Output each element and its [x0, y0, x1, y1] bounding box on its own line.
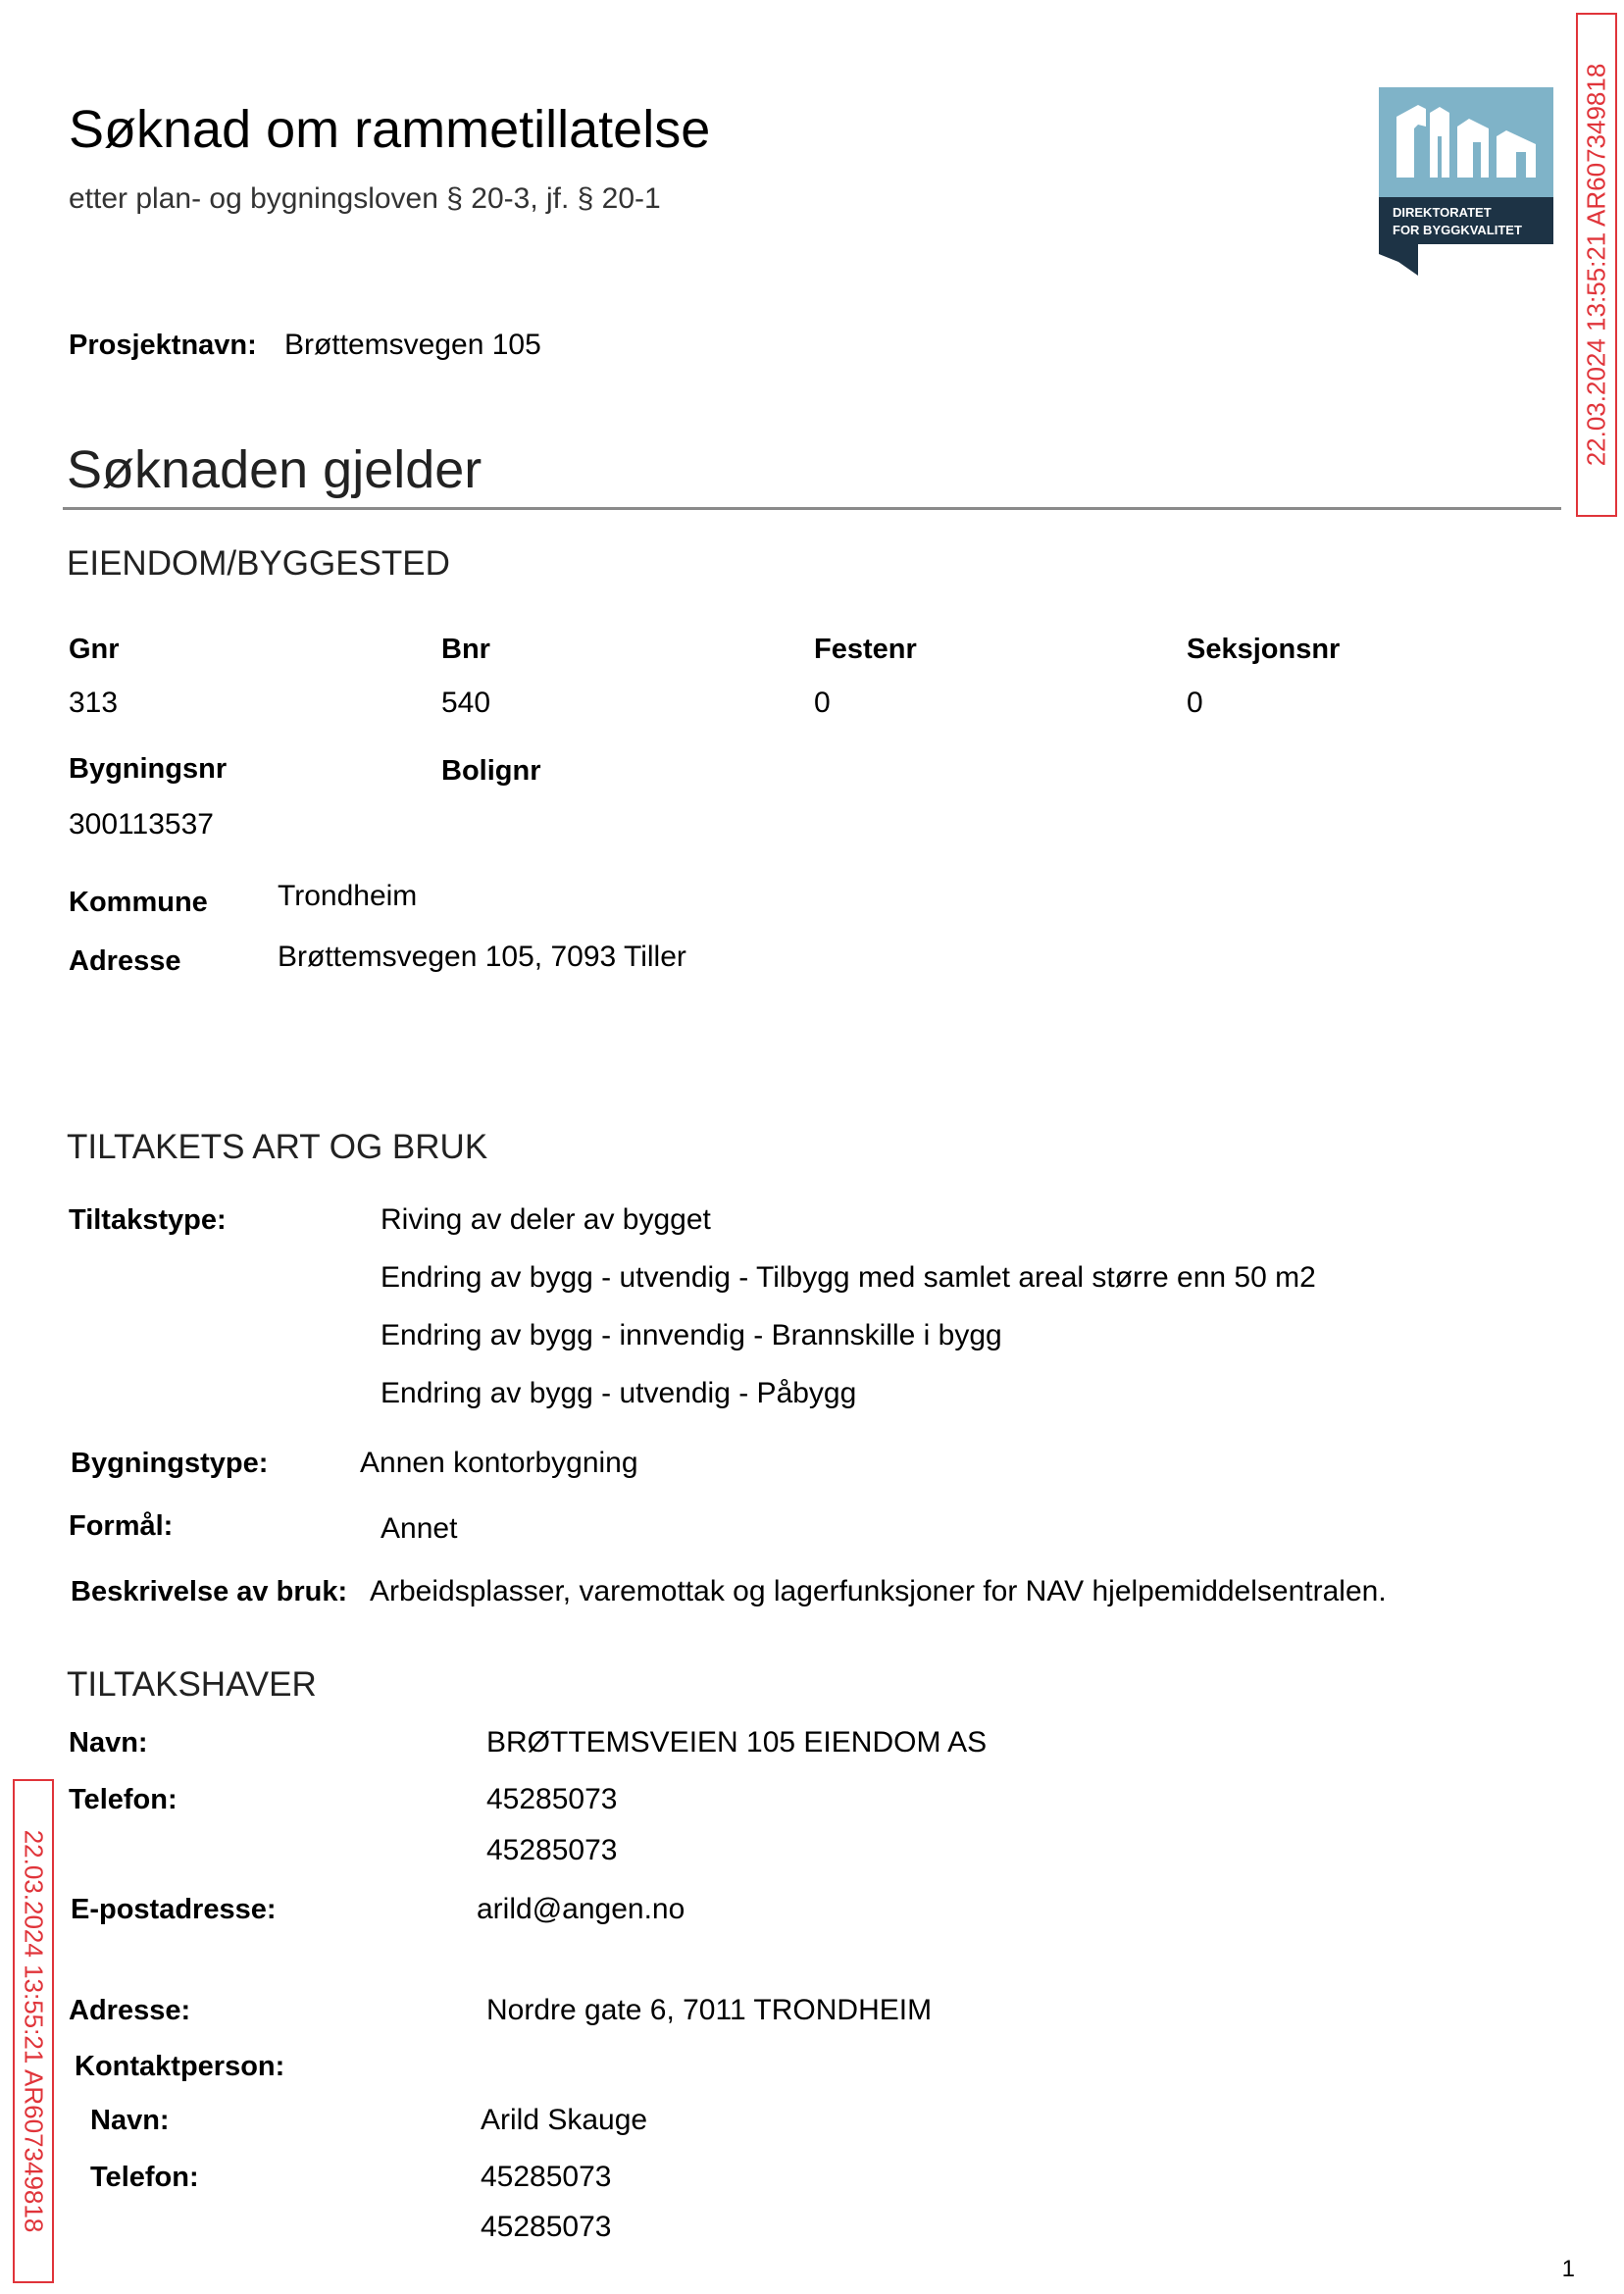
page-number: 1: [1561, 2256, 1575, 2282]
telefon-value-1: 45285073: [486, 1783, 618, 1815]
project-value: Brøttemsvegen 105: [284, 329, 541, 361]
formal-value: Annet: [381, 1512, 458, 1545]
epost-value: arild@angen.no: [477, 1893, 685, 1925]
project-label: Prosjektnavn:: [69, 330, 257, 361]
bnr-label: Bnr: [441, 634, 490, 665]
tiltakstype-item: Endring av bygg - utvendig - Tilbygg med samlet areal større enn 50 m2: [381, 1261, 1316, 1294]
kommune-value: Trondheim: [278, 880, 418, 912]
section-divider: [63, 507, 1561, 510]
tiltakshaver-adresse-value: Nordre gate 6, 7011 TRONDHEIM: [486, 1994, 933, 2026]
bygningsnr-label: Bygningsnr: [69, 753, 228, 785]
adresse-value: Brøttemsvegen 105, 7093 Tiller: [278, 941, 686, 973]
tiltakstype-item: Endring av bygg - innvendig - Brannskille i bygg: [381, 1319, 1002, 1351]
document-subtitle: etter plan- og bygningsloven § 20-3, jf. § 20-1: [69, 182, 661, 215]
document-title: Søknad om rammetillatelse: [69, 100, 711, 159]
navn-label: Navn:: [69, 1727, 148, 1759]
bnr-value: 540: [441, 687, 491, 719]
dibk-logo: [1379, 87, 1553, 276]
stamp-text: 22.03.2024 13:55:21 AR607349818: [19, 1829, 49, 2233]
kommune-label: Kommune: [69, 887, 208, 918]
festenr-label: Festenr: [814, 634, 917, 665]
logo-text-line2: FOR BYGGKVALITET: [1393, 223, 1522, 237]
kontakt-telefon-value-2: 45285073: [481, 2211, 612, 2243]
bolignr-label: Bolignr: [441, 755, 541, 787]
kontakt-navn-value: Arild Skauge: [481, 2104, 648, 2136]
beskrivelse-label: Beskrivelse av bruk:: [71, 1576, 348, 1607]
bygningsnr-value: 300113537: [69, 808, 214, 841]
gnr-value: 313: [69, 687, 119, 719]
bygningstype-label: Bygningstype:: [71, 1448, 269, 1479]
logo-text-line1: DIREKTORATET: [1393, 205, 1492, 220]
navn-value: BRØTTEMSVEIEN 105 EIENDOM AS: [486, 1726, 988, 1759]
kontakt-navn-label: Navn:: [90, 2105, 170, 2136]
tiltakstype-item: Riving av deler av bygget: [381, 1203, 711, 1236]
seksjonsnr-label: Seksjonsnr: [1187, 634, 1341, 665]
tiltakstype-label: Tiltakstype:: [69, 1204, 227, 1236]
festenr-value: 0: [814, 687, 831, 719]
adresse-label: Adresse: [69, 945, 181, 977]
telefon-label: Telefon:: [69, 1784, 178, 1815]
section-title: Søknaden gjelder: [67, 440, 482, 499]
beskrivelse-value: Arbeidsplasser, varemottak og lagerfunksjoner for NAV hjelpemiddelsentralen.: [370, 1575, 1387, 1607]
timestamp-stamp-right: [1576, 13, 1617, 517]
kontakt-telefon-value-1: 45285073: [481, 2161, 612, 2193]
property-heading: EIENDOM/BYGGESTED: [67, 544, 450, 583]
tiltakshaver-adresse-label: Adresse:: [69, 1995, 191, 2026]
building-logo-icon: [1379, 87, 1553, 276]
kontaktperson-label: Kontaktperson:: [75, 2051, 285, 2082]
tiltak-heading: TILTAKETS ART OG BRUK: [67, 1128, 488, 1166]
tiltakstype-item: Endring av bygg - utvendig - Påbygg: [381, 1377, 857, 1409]
telefon-value-2: 45285073: [486, 1834, 618, 1866]
tiltakshaver-heading: TILTAKSHAVER: [67, 1665, 317, 1704]
kontakt-telefon-label: Telefon:: [90, 2162, 199, 2193]
seksjonsnr-value: 0: [1187, 687, 1203, 719]
formal-label: Formål:: [69, 1510, 174, 1542]
gnr-label: Gnr: [69, 634, 120, 665]
bygningstype-value: Annen kontorbygning: [360, 1447, 638, 1479]
stamp-text: 22.03.2024 13:55:21 AR607349818: [1581, 63, 1611, 467]
epost-label: E-postadresse:: [71, 1894, 277, 1925]
timestamp-stamp-left: [13, 1779, 54, 2283]
